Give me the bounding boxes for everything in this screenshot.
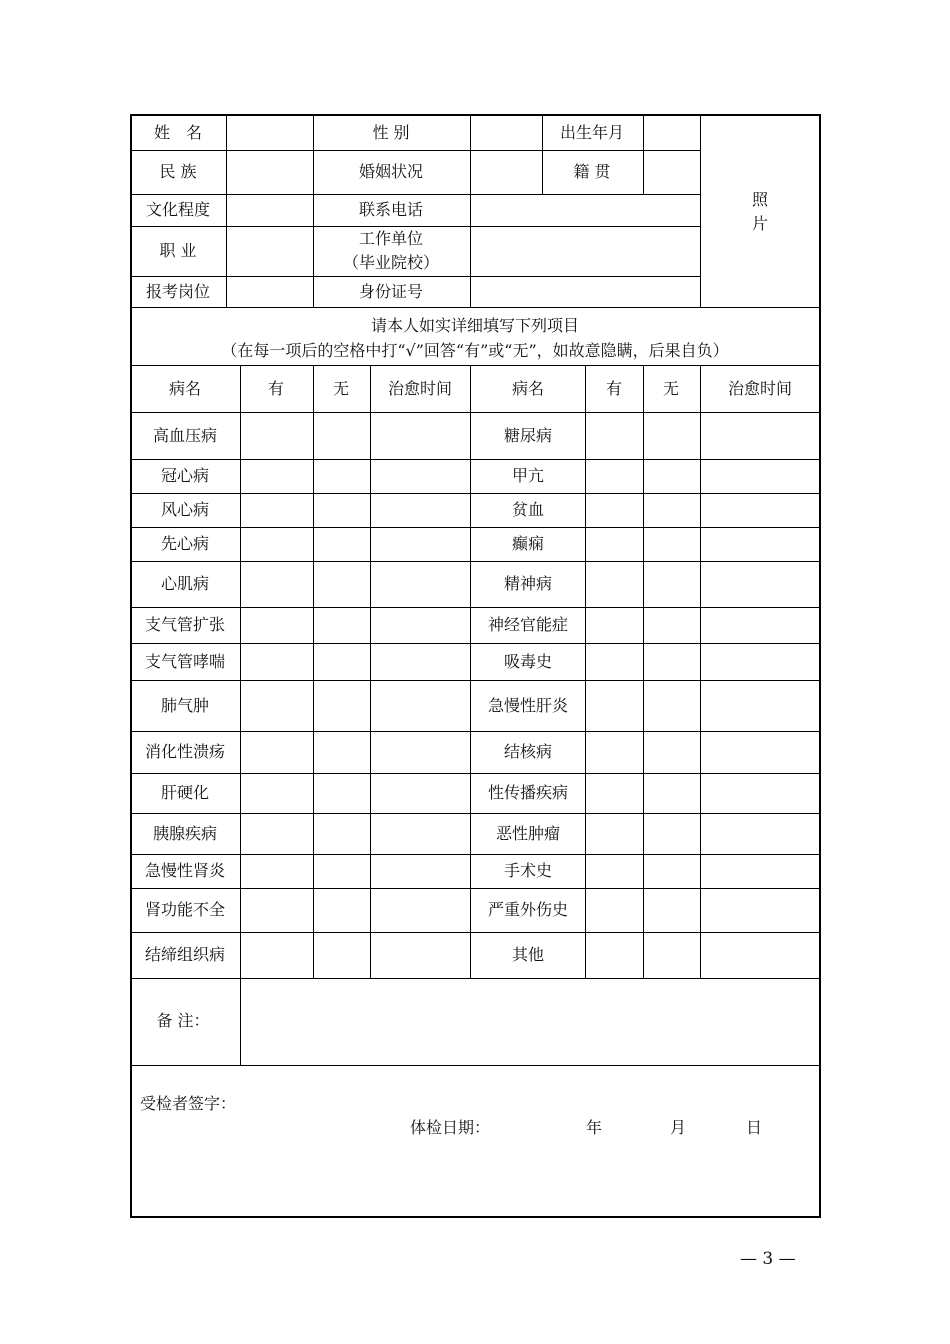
grid-line [700,115,701,307]
disease-name-right: 贫血 [511,500,545,519]
name-label: 姓 名 [153,123,203,142]
remarks-label: 备 注： [156,1011,210,1030]
month-label: 月 [670,1118,687,1137]
disease-name-right: 神经官能症 [487,615,569,634]
disease-name-right: 甲亢 [511,466,545,485]
table-header: 病名 [168,378,202,398]
grid-line [542,115,543,194]
grid-line [131,643,820,644]
marital-label: 婚姻状况 [358,162,424,181]
grid-line [131,412,820,413]
disease-name-right: 结核病 [503,742,553,761]
photo-label: 照 片 [751,190,769,233]
grid-line [131,226,701,227]
day-label: 日 [746,1118,763,1137]
grid-line [131,978,820,979]
grid-line [131,307,820,308]
grid-line [370,365,371,978]
disease-name-left: 支气管哮喘 [144,651,226,671]
disease-name-left: 结缔组织病 [144,945,226,964]
grid-line [131,607,820,608]
grid-line [131,459,820,460]
grid-line [131,854,820,855]
year-label: 年 [586,1118,603,1137]
disease-name-left: 支气管扩张 [144,615,226,634]
instructions-title: 请本人如实详细填写下列项目 [370,316,580,335]
grid-line [700,365,701,978]
health-declaration-form [130,114,821,1218]
grid-line [131,813,820,814]
grid-line [313,115,314,307]
disease-name-left: 急慢性肾炎 [144,861,226,880]
grid-line [643,115,644,194]
grid-line [131,731,820,732]
workplace-sub-label: （毕业院校） [342,253,440,272]
grid-line [131,493,820,494]
grid-line [131,365,820,366]
disease-name-left: 先心病 [160,534,210,553]
position-label: 报考岗位 [145,282,211,301]
grid-line [226,115,227,307]
grid-line [470,115,471,307]
disease-name-left: 胰腺疾病 [152,823,218,843]
grid-line [131,194,701,195]
grid-line [131,773,820,774]
disease-name-left: 风心病 [160,500,210,519]
grid-line [240,978,241,1065]
native-place-label: 籍 贯 [573,162,611,181]
table-header: 无 [662,378,680,398]
disease-name-left: 高血压病 [152,425,218,445]
exam-date-label: 体检日期： [410,1118,491,1137]
table-header: 有 [267,378,285,398]
grid-line [131,888,820,889]
disease-name-left: 心肌病 [160,574,210,593]
occupation-label: 职 业 [159,241,197,260]
disease-name-right: 糖尿病 [503,425,553,445]
table-header: 病名 [511,378,545,398]
grid-line [585,365,586,978]
disease-name-right: 手术史 [503,861,553,880]
disease-name-right: 急慢性肝炎 [487,695,569,715]
disease-name-right: 其他 [511,945,545,964]
grid-line [131,1065,820,1066]
disease-name-left: 肝硬化 [160,783,210,802]
grid-line [131,561,820,562]
workplace-label: 工作单位 [358,229,424,248]
disease-name-left: 肾功能不全 [144,900,226,919]
table-header: 治愈时间 [727,378,793,398]
grid-line [313,365,314,978]
disease-name-left: 冠心病 [160,466,210,485]
signer-label: 受检者签字： [140,1094,237,1113]
gender-label: 性 别 [372,123,410,142]
grid-line [470,365,471,978]
disease-name-right: 严重外伤史 [487,900,569,919]
disease-name-right: 恶性肿瘤 [495,823,561,843]
grid-line [131,527,820,528]
phone-label: 联系电话 [358,200,424,219]
table-header: 有 [605,378,623,398]
grid-line [643,365,644,978]
disease-name-left: 消化性溃疡 [144,742,226,761]
grid-line [131,150,701,151]
ethnicity-label: 民 族 [159,162,197,181]
birth-label: 出生年月 [559,123,625,142]
grid-line [131,276,701,277]
education-label: 文化程度 [145,200,211,219]
table-header: 治愈时间 [387,378,453,398]
disease-name-right: 性传播疾病 [487,783,569,802]
disease-name-right: 癫痫 [511,534,545,553]
disease-name-left: 肺气肿 [160,695,210,715]
disease-name-right: 精神病 [503,574,553,593]
grid-line [131,680,820,681]
grid-line [131,932,820,933]
instructions-note: （在每一项后的空格中打“√”回答“有”或“无”，如故意隐瞒，后果自负） [221,341,729,360]
disease-name-right: 吸毒史 [503,651,553,671]
table-header: 无 [332,378,350,398]
grid-line [240,365,241,978]
id-label: 身份证号 [358,282,424,301]
page-number: — 3 — [740,1249,796,1269]
